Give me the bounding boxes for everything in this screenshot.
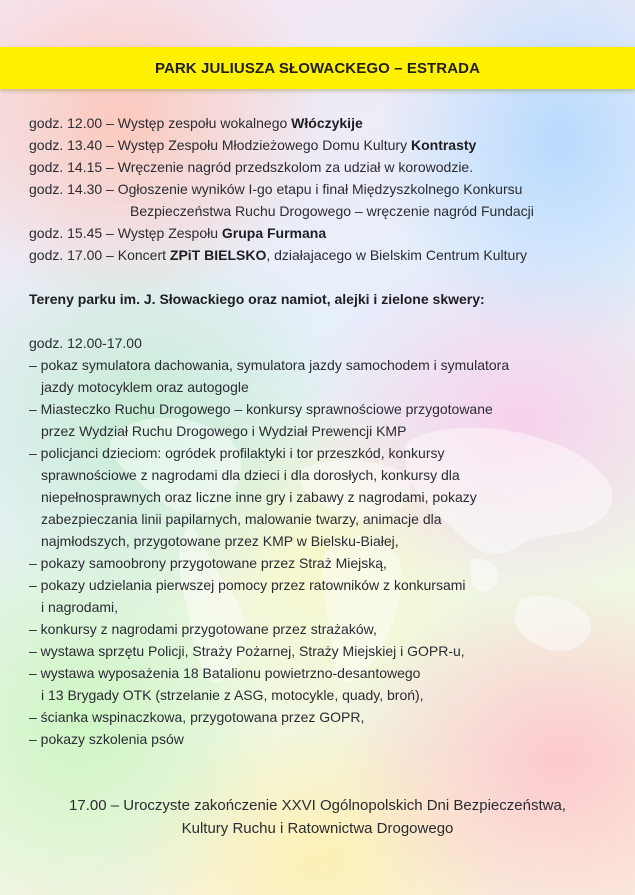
schedule-item: godz. 13.40 – Występ Zespołu Młodzieżowego Domu Kultury Kontrasty <box>29 137 477 153</box>
activity-line: – Miasteczko Ruchu Drogowego – konkursy sprawnościowe przygotowane <box>29 401 493 417</box>
page-title: PARK JULIUSZA SŁOWACKEGO – ESTRADA <box>154 59 481 77</box>
activity-line: – konkursy z nagrodami przygotowane przez strażaków, <box>29 621 377 637</box>
activity-line: przez Wydział Ruchu Drogowego i Wydział Prewencji KMP <box>41 423 407 439</box>
schedule-item: godz. 12.00 – Występ zespołu wokalnego Włóczykije <box>29 115 363 131</box>
activity-line: – pokaz symulatora dachowania, symulatora jazdy samochodem i symulatora <box>29 357 510 373</box>
activity-line: – wystawa wyposażenia 18 Batalionu powietrzno-desantowego <box>29 665 421 681</box>
closing-note-line: 17.00 – Uroczyste zakończenie XXVI Ogólnopolskich Dni Bezpieczeństwa, <box>69 797 566 814</box>
activity-line: – pokazy szkolenia psów <box>29 731 184 747</box>
activity-line: i nagrodami, <box>41 599 119 615</box>
activity-line: zabezpieczania linii papilarnych, malowanie twarzy, animacje dla <box>41 511 442 527</box>
section-heading: Tereny parku im. J. Słowackiego oraz namiot, alejki i zielone skwery: <box>29 291 485 307</box>
closing-note <box>0 794 635 840</box>
section-time: godz. 12.00-17.00 <box>29 335 142 351</box>
activity-line: niepełnosprawnych oraz liczne inne gry i zabawy z nagrodami, pokazy <box>41 489 477 505</box>
title-banner <box>0 47 635 89</box>
schedule-item-continuation: Bezpieczeństwa Ruchu Drogowego – wręczenie nagród Fundacji <box>130 203 534 219</box>
closing-note-line: Kultury Ruchu i Ratownictwa Drogowego <box>181 820 454 837</box>
activity-line: sprawnościowe z nagrodami dla dzieci i dla dorosłych, konkursy dla <box>41 467 460 483</box>
activity-line: – wystawa sprzętu Policji, Straży Pożarnej, Straży Miejskiej i GOPR-u, <box>29 643 465 659</box>
activity-line: i 13 Brygady OTK (strzelanie z ASG, motocykle, quady, broń), <box>41 687 424 703</box>
schedule-item: godz. 14.30 – Ogłoszenie wyników I-go etapu i finał Międzyszkolnego Konkursu <box>29 181 523 197</box>
activity-line: najmłodszych, przygotowane przez KMP w Bielsku-Białej, <box>41 533 399 549</box>
schedule-item: godz. 14.15 – Wręczenie nagród przedszkolom za udział w korowodzie. <box>29 159 474 175</box>
activity-line: – pokazy udzielania pierwszej pomocy przez ratowników z konkursami <box>29 577 466 593</box>
activity-line: – policjanci dzieciom: ogródek profilaktyki i tor przeszkód, konkursy <box>29 445 445 461</box>
schedule-item: godz. 15.45 – Występ Zespołu Grupa Furmana <box>29 225 327 241</box>
activity-line: – pokazy samoobrony przygotowane przez Straż Miejską, <box>29 555 387 571</box>
schedule-item: godz. 17.00 – Koncert ZPiT BIELSKO, działajacego w Bielskim Centrum Kultury <box>29 247 527 263</box>
activity-line: – ścianka wspinaczkowa, przygotowana przez GOPR, <box>29 709 365 725</box>
activity-line: jazdy motocyklem oraz autogogle <box>41 379 249 395</box>
